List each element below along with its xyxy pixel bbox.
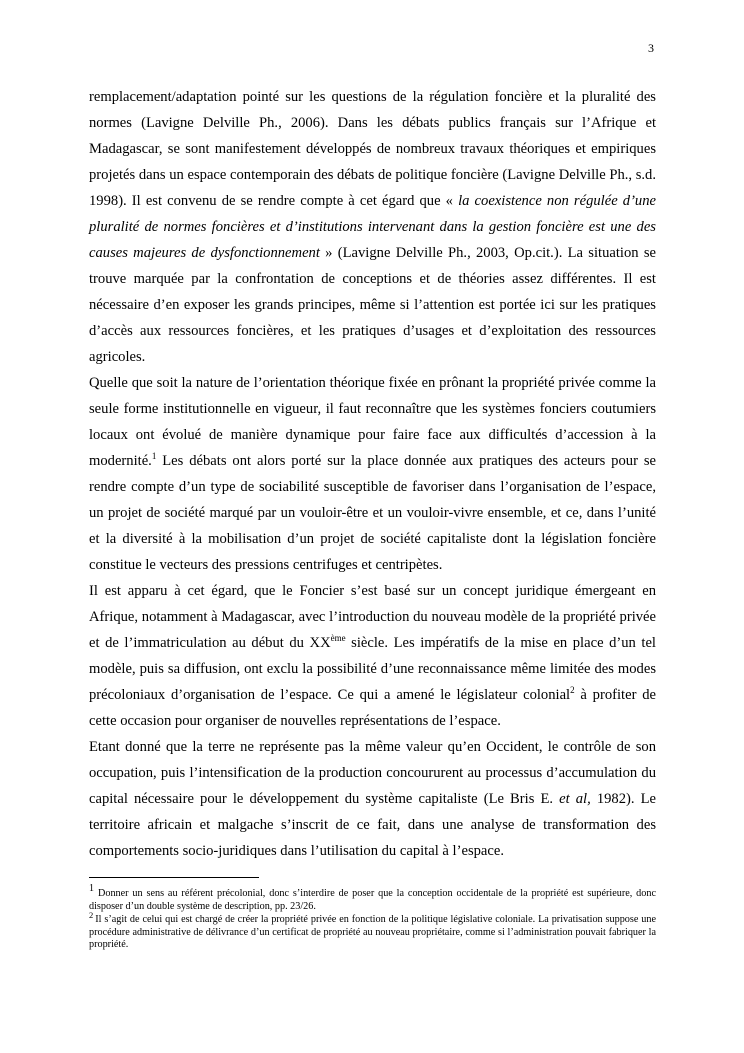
paragraph-2 bbox=[89, 370, 656, 578]
century-superscript: ème bbox=[330, 633, 346, 643]
paragraph-1-quote: la coexistence non régulée d’une pluralité de normes foncières et d’institutions intervenant dans la gestion foncière est une des causes majeures de dysfonctionnement bbox=[89, 193, 657, 261]
page-number: 3 bbox=[648, 41, 654, 55]
paragraph-4-italic: et al, bbox=[559, 791, 591, 807]
paragraph-1-text-a: remplacement/adaptation pointé sur les questions de la régulation foncière et la pluralité des normes (Lavigne Delville Ph., 2006). Dans les débats publics français sur l’Afrique et Madagascar, se sont manifestement développés de nombreux travaux théoriques et empiriques projetés dans un espace contemporain des débats de politique foncière (Lavigne Delville Ph., s.d. 1998). Il est convenu de se rendre compte à cet égard que « bbox=[89, 89, 656, 209]
paragraph-3 bbox=[89, 578, 656, 734]
paragraph-2-text-a: Quelle que soit la nature de l’orientation théorique fixée en prônant la propriété privée comme la seule forme institutionnelle en vigueur, il faut reconnaître que les systèmes fonciers coutumiers locaux ont évolué de manière dynamique pour faire face aux difficultés d’accession à la modernité. bbox=[89, 375, 656, 469]
paragraph-1 bbox=[89, 84, 656, 370]
footnote-2-text: Il s’agit de celui qui est chargé de créer la propriété privée en fonction de la politique législative coloniale. La privatisation suppose une procédure administrative de délivrance d’un certificat de propriété au nouveau propriétaire, comme si l’administration pouvait fabriquer la propriété. bbox=[89, 914, 656, 951]
footnotes bbox=[89, 883, 656, 953]
paragraph-1-text-b: » (Lavigne Delville Ph., 2003, Op.cit.). La situation se trouve marquée par la confrontation de conceptions et de théories assez différentes. Il est nécessaire d’en exposer les grands principes, même si l’attention est portée ici sur les pratiques d’accès aux ressources foncières, et les pratiques d’usages et d’exploitation des ressources agricoles. bbox=[89, 245, 656, 365]
paragraph-3-text-b: siècle. Les impératifs de la mise en place d’un tel modèle, puis sa diffusion, ont exclu la possibilité d’une reconnaissance même limitée des modes précoloniaux d’organisation de l’espace. Ce qui a amené le législateur colonial bbox=[89, 635, 656, 703]
footnote-ref-2[interactable]: 2 bbox=[570, 685, 575, 695]
paragraph-2-text-b: Les débats ont alors porté sur la place donnée aux pratiques des acteurs pour se rendre compte d’un type de sociabilité susceptible de favoriser dans l’organisation de l’espace, un projet de société marqué par un vouloir-être et un vouloir-vivre ensemble, et ce, dans l’unité et la diversité à la mobilisation d’un projet de société capitaliste dont la législation foncière constitue le vecteurs des pressions centrifuges et centripètes. bbox=[89, 453, 656, 573]
footnote-1-mark: 1 bbox=[89, 883, 94, 894]
body-text bbox=[89, 84, 656, 864]
paragraph-4-text-b: 1982). Le territoire africain et malgache s’inscrit de ce fait, dans une analyse de transformation des comportements socio-juridiques dans l’utilisation du capital à l’espace. bbox=[89, 791, 657, 859]
paragraph-3-text-a: Il est apparu à cet égard, que le Foncier s’est basé sur un concept juridique émergeant en Afrique, notamment à Madagascar, avec l’introduction du nouveau modèle de la propriété privée et de l’immatriculation au début du XX bbox=[89, 583, 656, 651]
paragraph-4-text-a: Etant donné que la terre ne représente pas la même valeur qu’en Occident, le contrôle de son occupation, puis l’intensification de la production concoururent au processus d’accumulation du capital nécessaire pour le développement du système capitaliste (Le Bris E. bbox=[89, 739, 656, 807]
footnote-ref-1[interactable]: 1 bbox=[151, 451, 157, 461]
paragraph-3-text-c: à profiter de cette occasion pour organiser de nouvelles représentations de l’espace. bbox=[89, 687, 656, 729]
footnote-separator bbox=[89, 877, 259, 878]
footnote-2-mark: 2 bbox=[89, 910, 94, 921]
footnote-2 bbox=[89, 910, 656, 952]
paragraph-4 bbox=[89, 734, 656, 864]
footnote-1-text: Donner un sens au référent précolonial, donc s’interdire de poser que la conception occidentale de la propriété est supérieure, donc disposer d’un double système de description, pp. 23/26. bbox=[89, 888, 656, 912]
footnote-1 bbox=[89, 883, 656, 913]
